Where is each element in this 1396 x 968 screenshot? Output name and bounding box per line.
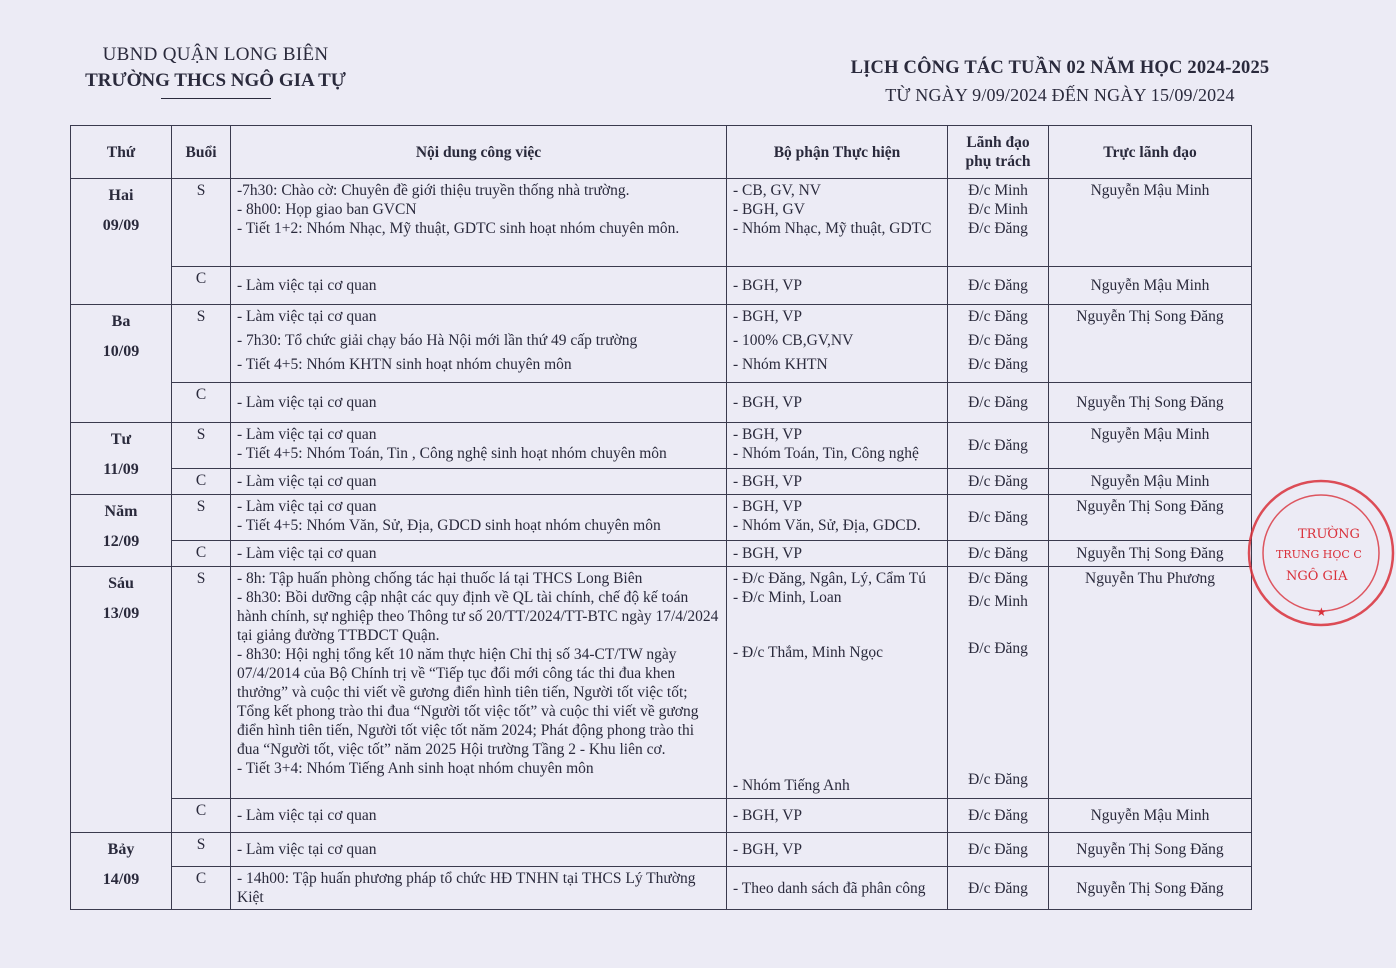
leader-line: Đ/c Đăng [968, 437, 1028, 454]
table-row [71, 305, 1252, 383]
leader-line: Đ/c Đăng [968, 277, 1028, 294]
day-name: Hai [108, 187, 134, 204]
table-row [71, 179, 1252, 267]
content-cell [231, 383, 727, 423]
duty-leader-cell: Nguyễn Thu Phương [1049, 567, 1252, 799]
duty-leader-cell: Nguyễn Thị Song Đăng [1049, 383, 1252, 423]
leader-line: Đ/c Đăng [968, 771, 1028, 788]
leader-line: Đ/c Đăng [968, 545, 1028, 562]
leader-line: Đ/c Đăng [968, 394, 1028, 411]
content-cell [231, 179, 727, 267]
leader-line: Đ/c Đăng [968, 308, 1028, 325]
col-header-duty: Trực lãnh đạo [1049, 126, 1252, 179]
content-cell [231, 567, 727, 799]
session-cell: C [172, 867, 231, 910]
duty-leader-cell: Nguyễn Thị Song Đăng [1049, 305, 1252, 383]
duty-leader-cell: Nguyễn Thị Song Đăng [1049, 541, 1252, 567]
day-name: Bảy [107, 841, 135, 858]
session-cell: C [172, 799, 231, 833]
duty-leader-cell: Nguyễn Mậu Minh [1049, 179, 1252, 267]
content-cell [231, 799, 727, 833]
content-line: - 8h: Tập huấn phòng chống tác hại thuốc lá tại THCS Long Biên [237, 570, 643, 587]
session-cell: C [172, 541, 231, 567]
leader-cell [948, 833, 1049, 867]
date-range: TỪ NGÀY 9/09/2024 ĐẾN NGÀY 15/09/2024 [885, 85, 1235, 105]
department-cell [727, 469, 948, 495]
department-line: - BGH, VP [733, 277, 803, 294]
leader-line: Đ/c Đăng [968, 807, 1028, 824]
day-cell [71, 833, 172, 910]
day-name: Tư [110, 431, 132, 448]
table-row [71, 383, 1252, 423]
session-cell: S [172, 179, 231, 267]
content-line: - Tiết 4+5: Nhóm KHTN sinh hoạt nhóm chuyên môn [237, 356, 572, 373]
leader-cell [948, 567, 1049, 799]
stamp-star-icon: ★ [1316, 605, 1327, 619]
content-cell [231, 267, 727, 305]
department-cell [727, 423, 948, 469]
schedule-body [71, 179, 1252, 910]
leader-cell [948, 799, 1049, 833]
school-seal-stamp [1246, 478, 1396, 628]
department-cell [727, 567, 948, 799]
department-line: - Đ/c Thắm, Minh Ngọc [733, 644, 883, 661]
col-header-department: Bộ phận Thực hiện [727, 126, 948, 179]
content-cell [231, 867, 727, 910]
department-line: - BGH, GV [733, 201, 805, 218]
duty-leader-cell: Nguyễn Mậu Minh [1049, 799, 1252, 833]
duty-leader-cell: Nguyễn Mậu Minh [1049, 267, 1252, 305]
leader-line: Đ/c Đăng [968, 220, 1028, 237]
session-cell: S [172, 305, 231, 383]
content-line: - Làm việc tại cơ quan [237, 426, 377, 443]
content-line: - 14h00: Tập huấn phương pháp tổ chức HĐ TNHN tại THCS Lý Thường Kiệt [237, 870, 696, 906]
department-line: - Nhóm Văn, Sử, Địa, GDCD. [733, 517, 921, 534]
table-row [71, 799, 1252, 833]
leader-line: Đ/c Đăng [968, 332, 1028, 349]
content-cell [231, 833, 727, 867]
leader-cell [948, 867, 1049, 910]
table-row [71, 469, 1252, 495]
department-cell [727, 833, 948, 867]
leader-line: Đ/c Minh [968, 593, 1028, 610]
content-cell [231, 423, 727, 469]
duty-leader-cell: Nguyễn Thị Song Đăng [1049, 833, 1252, 867]
content-line: - 7h30: Tổ chức giải chạy báo Hà Nội mới lần thứ 49 cấp trường [237, 332, 638, 349]
day-date: 10/09 [102, 343, 140, 360]
duty-leader-cell: Nguyễn Mậu Minh [1049, 423, 1252, 469]
department-line: - BGH, VP [733, 394, 803, 411]
leader-line: Đ/c Minh [968, 201, 1028, 218]
content-line: - Làm việc tại cơ quan [237, 277, 377, 294]
document-title: LỊCH CÔNG TÁC TUẦN 02 NĂM HỌC 2024-2025 [850, 58, 1270, 78]
day-cell [71, 179, 172, 305]
table-row [71, 567, 1252, 799]
department-cell [727, 799, 948, 833]
leader-line: Đ/c Đăng [968, 356, 1028, 373]
col-header-day: Thứ [71, 126, 172, 179]
leader-line: Đ/c Đăng [968, 509, 1028, 526]
school-name: TRƯỜNG THCS NGÔ GIA TỰ [85, 70, 346, 91]
department-line: - Nhóm Toán, Tin, Công nghệ [733, 445, 919, 462]
session-cell: C [172, 267, 231, 305]
content-line: - Tiết 1+2: Nhóm Nhạc, Mỹ thuật, GDTC sinh hoạt nhóm chuyên môn. [237, 220, 680, 237]
leader-cell [948, 541, 1049, 567]
department-line: - BGH, VP [733, 807, 803, 824]
department-line: - BGH, VP [733, 841, 803, 858]
table-row [71, 495, 1252, 541]
content-line: - 8h30: Bồi dưỡng cập nhật các quy định về QL tài chính, chế độ kế toán hành chính, sự nghiệp theo Thông tư số 20/TT/2024/TT-BTC ngày 17/4/2024 tại giảng đường TTBDCT Quận. [237, 589, 719, 644]
leader-line: Đ/c Đăng [968, 841, 1028, 858]
day-name: Ba [111, 313, 131, 330]
session-cell: C [172, 383, 231, 423]
content-line: - Tiết 4+5: Nhóm Toán, Tin , Công nghệ sinh hoạt nhóm chuyên môn [237, 445, 667, 462]
stamp-line-1: TRƯỜNG [1298, 527, 1360, 542]
department-line: - BGH, VP [733, 308, 803, 325]
leader-line: Đ/c Đăng [968, 570, 1028, 587]
department-line: - CB, GV, NV [733, 182, 821, 199]
day-name: Sáu [108, 575, 134, 592]
leader-line: Đ/c Đăng [968, 640, 1028, 657]
table-row [71, 541, 1252, 567]
department-line: - BGH, VP [733, 545, 803, 562]
leader-line: Đ/c Đăng [968, 879, 1028, 897]
title-block [830, 58, 1290, 106]
day-date: 13/09 [102, 605, 140, 622]
table-row [71, 867, 1252, 910]
department-line: - Đ/c Đăng, Ngân, Lý, Cẩm Tú [733, 570, 926, 587]
table-header-row [71, 126, 1252, 179]
session-cell: C [172, 469, 231, 495]
district-name: UBND QUẬN LONG BIÊN [102, 44, 329, 65]
session-cell: S [172, 567, 231, 799]
issuer-block [78, 44, 353, 99]
department-line: - Nhóm KHTN [733, 356, 828, 373]
content-line: - Làm việc tại cơ quan [237, 308, 377, 325]
day-date: 12/09 [102, 533, 140, 550]
leader-cell [948, 179, 1049, 267]
content-line: - Tiết 3+4: Nhóm Tiếng Anh sinh hoạt nhóm chuyên môn [237, 760, 594, 777]
col-header-leader: Lãnh đạo phụ trách [948, 126, 1049, 179]
leader-cell [948, 423, 1049, 469]
content-line: - Làm việc tại cơ quan [237, 473, 377, 490]
content-cell [231, 495, 727, 541]
content-cell [231, 305, 727, 383]
content-line: - Làm việc tại cơ quan [237, 394, 377, 411]
session-cell: S [172, 423, 231, 469]
leader-line: Đ/c Đăng [968, 473, 1028, 490]
header-divider [161, 98, 271, 99]
leader-line: Đ/c Minh [968, 182, 1028, 199]
department-cell [727, 305, 948, 383]
table-row [71, 833, 1252, 867]
day-date: 11/09 [103, 461, 139, 478]
content-line: - 8h00: Họp giao ban GVCN [237, 201, 417, 218]
duty-leader-cell: Nguyễn Thị Song Đăng [1049, 867, 1252, 910]
content-cell [231, 541, 727, 567]
department-line: - BGH, VP [733, 473, 803, 490]
content-line: - Làm việc tại cơ quan [237, 498, 377, 515]
content-cell [231, 469, 727, 495]
department-cell [727, 267, 948, 305]
stamp-line-3: NGÔ GIA [1286, 569, 1348, 584]
table-row [71, 423, 1252, 469]
department-cell [727, 383, 948, 423]
department-line: - Nhóm Tiếng Anh [733, 777, 850, 794]
content-line: - 8h30: Hội nghị tổng kết 10 năm thực hiện Chỉ thị số 34-CT/TW ngày 07/4/2014 của Bộ Chính trị về “Tiếp tục đổi mới công tác thi đua khen thưởng” và cuộc thi viết về gương điển hình tiên tiến, Người tốt việc tốt; Tổng kết phong trào thi đua “Người tốt việc tốt” và cuộc thi viết về gương điển hình tiên tiến, Người tốt việc tốt năm 2024; Phát động phong trào thi đua “Người tốt, việc tốt” năm 2025 Hội trường Tầng 2 - Khu liên cơ. [237, 646, 699, 758]
department-cell [727, 867, 948, 910]
leader-cell [948, 469, 1049, 495]
content-line: - Làm việc tại cơ quan [237, 545, 377, 562]
leader-cell [948, 495, 1049, 541]
department-line: - Nhóm Nhạc, Mỹ thuật, GDTC [733, 220, 932, 237]
duty-leader-cell: Nguyễn Thị Song Đăng [1049, 495, 1252, 541]
col-header-session: Buổi [172, 126, 231, 179]
day-cell [71, 495, 172, 567]
department-cell [727, 495, 948, 541]
leader-cell [948, 383, 1049, 423]
content-line: - Tiết 4+5: Nhóm Văn, Sử, Địa, GDCD sinh hoạt nhóm chuyên môn [237, 517, 661, 534]
department-cell [727, 541, 948, 567]
department-line: - BGH, VP [733, 498, 803, 515]
department-line: - Đ/c Minh, Loan [733, 589, 842, 606]
session-cell: S [172, 833, 231, 867]
col-header-content: Nội dung công việc [231, 126, 727, 179]
department-line: - 100% CB,GV,NV [733, 332, 854, 349]
day-name: Năm [104, 503, 138, 520]
table-row [71, 267, 1252, 305]
session-cell: S [172, 495, 231, 541]
department-cell [727, 179, 948, 267]
day-cell [71, 305, 172, 423]
day-date: 09/09 [102, 217, 140, 234]
duty-leader-cell: Nguyễn Mậu Minh [1049, 469, 1252, 495]
day-cell [71, 567, 172, 833]
schedule-table [70, 125, 1252, 910]
leader-cell [948, 305, 1049, 383]
department-line: - Theo danh sách đã phân công [733, 879, 926, 897]
department-line: - BGH, VP [733, 426, 803, 443]
content-line: - Làm việc tại cơ quan [237, 807, 377, 824]
day-date: 14/09 [102, 871, 140, 888]
content-line: -7h30: Chào cờ: Chuyên đề giới thiệu truyền thống nhà trường. [237, 182, 630, 199]
content-line: - Làm việc tại cơ quan [237, 841, 377, 858]
stamp-line-2: TRUNG HỌC C [1276, 548, 1362, 561]
leader-cell [948, 267, 1049, 305]
day-cell [71, 423, 172, 495]
